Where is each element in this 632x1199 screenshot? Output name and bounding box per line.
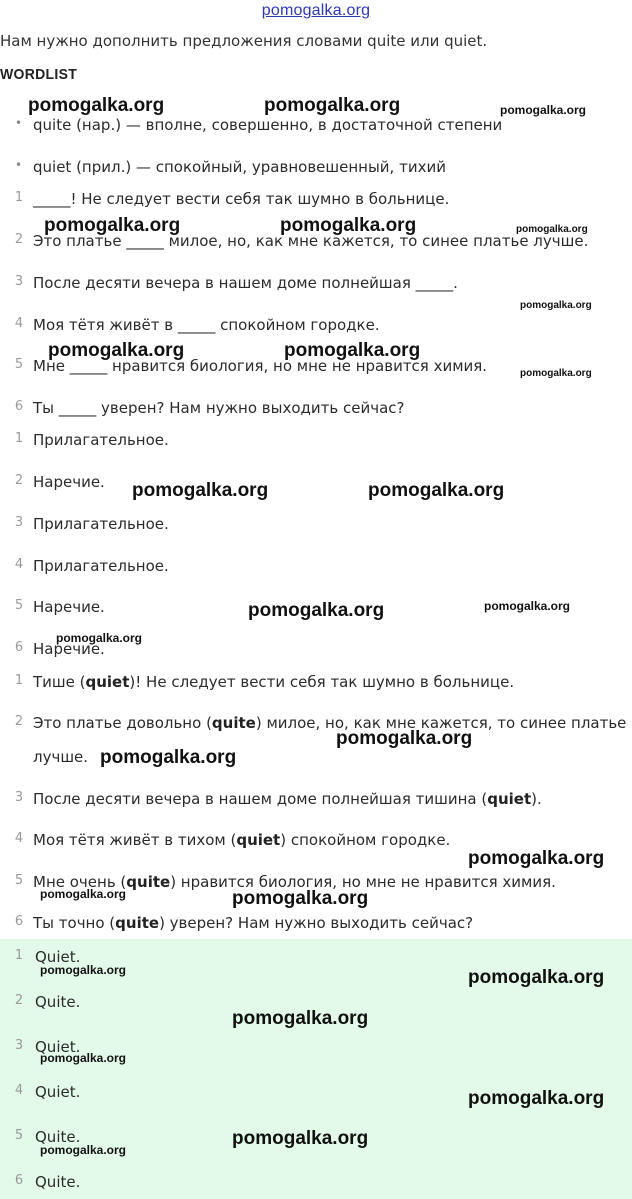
watermark: pomogalka.org (520, 300, 592, 311)
intro-text: Нам нужно дополнить предложения словами quite или quiet. (0, 32, 488, 50)
watermark: pomogalka.org (284, 340, 421, 361)
watermark: pomogalka.org (56, 631, 143, 645)
watermark: pomogalka.org (232, 1008, 369, 1029)
watermark: pomogalka.org (468, 967, 605, 988)
watermark: pomogalka.org (40, 1051, 127, 1065)
site-header-link[interactable]: pomogalka.org (261, 2, 371, 19)
watermark: pomogalka.org (232, 1128, 369, 1149)
watermark: pomogalka.org (264, 95, 401, 116)
watermark: pomogalka.org (132, 480, 269, 501)
bullet-icon: • (15, 116, 23, 130)
watermark: pomogalka.org (368, 480, 505, 501)
watermark: pomogalka.org (468, 848, 605, 869)
watermark: pomogalka.org (336, 728, 473, 749)
watermark: pomogalka.org (48, 340, 185, 361)
watermark: pomogalka.org (232, 888, 369, 909)
watermark: pomogalka.org (100, 747, 237, 768)
watermark: pomogalka.org (280, 215, 417, 236)
watermark: pomogalka.org (248, 600, 385, 621)
watermark: pomogalka.org (468, 1088, 605, 1109)
bullet-icon: • (15, 158, 23, 172)
watermark: pomogalka.org (500, 103, 587, 117)
watermark: pomogalka.org (484, 599, 571, 613)
watermark: pomogalka.org (28, 95, 165, 116)
wordlist-title: WORDLIST (0, 65, 78, 83)
watermark: pomogalka.org (40, 1143, 127, 1157)
watermark: pomogalka.org (44, 215, 181, 236)
watermark: pomogalka.org (516, 224, 588, 235)
watermark: pomogalka.org (520, 368, 592, 379)
watermark: pomogalka.org (40, 887, 127, 901)
watermark: pomogalka.org (40, 963, 127, 977)
